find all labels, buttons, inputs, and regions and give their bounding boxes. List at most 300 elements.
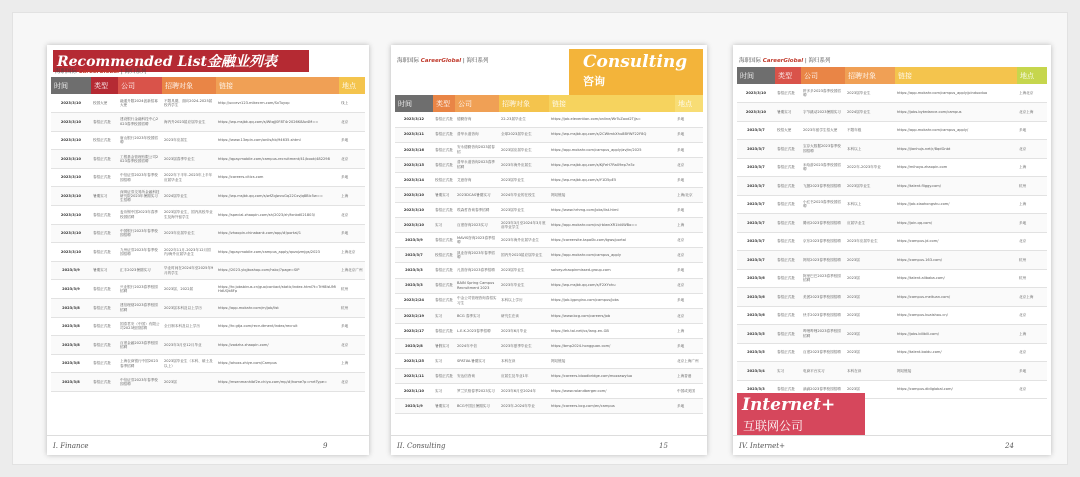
col-location: 地点 xyxy=(1017,67,1047,84)
cell-type: 春招正式批 xyxy=(433,323,455,338)
finance-brandline: 海职国际 CareerGlobal | 海归系列 xyxy=(55,69,147,75)
cell-target: 2022年下半年-2023年上半年应届毕业生 xyxy=(162,168,216,187)
cell-time: 2023/1/25 xyxy=(395,354,433,369)
cell-time: 2023/3/7 xyxy=(737,195,775,214)
table-row xyxy=(51,336,365,355)
cell-target: 2023年6月毕业 xyxy=(499,323,549,338)
cell-type: 校招正式批 xyxy=(91,131,118,150)
cell-company: 阿里巴巴2023春季校园招聘 xyxy=(801,269,845,288)
cell-target: 2023年6月至2024年 xyxy=(499,384,549,399)
cell-link[interactable]: https://www.hrhmg.com/jobs/list.html xyxy=(549,203,675,218)
col-time: 时间 xyxy=(51,77,91,94)
cell-target: 2022年11月-2023年12月国内/海外应届毕业生 xyxy=(162,243,216,262)
cell-time: 2023/3/9 xyxy=(51,280,91,299)
table-row xyxy=(395,399,703,414)
cell-company: 京东2023春季校园招聘 xyxy=(801,232,845,251)
cell-time: 2023/3/15 xyxy=(395,157,433,172)
cell-location: 杭州 xyxy=(339,299,365,318)
cell-company: 快手2023春季校园招聘 xyxy=(801,306,845,325)
cell-link[interactable]: https://www.rolandberger.com/ xyxy=(549,384,675,399)
cell-target: 2023届 xyxy=(845,380,895,399)
cell-location: 多地 xyxy=(339,168,365,187)
cell-time: 2023/3/10 xyxy=(395,203,433,218)
internet-footer xyxy=(733,435,1051,455)
cell-time: 2023/3/8 xyxy=(51,354,91,373)
cell-link[interactable]: https://bmp2024.hongguan.com/ xyxy=(549,338,675,353)
cell-time: 2023/3/4 xyxy=(737,362,775,381)
cell-target: 本科以上 xyxy=(845,140,895,159)
cell-link[interactable]: https://qpay.mobile.com/campus-recruitment/41/book/482298 xyxy=(216,150,339,169)
document-spread xyxy=(12,12,1068,465)
col-link: 链接 xyxy=(895,67,1017,84)
cell-company: L.E.K.2023春季招聘 xyxy=(455,323,499,338)
table-row xyxy=(51,224,365,243)
cell-type: 春招正式批 xyxy=(433,157,455,172)
cell-target: 2023届 xyxy=(162,373,216,392)
cell-time: 2023/3/10 xyxy=(737,84,775,103)
cell-link[interactable]: https://zodzhz.zhaopin.com/ xyxy=(216,336,339,355)
cell-link[interactable]: https://qpay.mobile.com/campus_apply/qxzxjzmjgs/2023 xyxy=(216,243,339,262)
cell-company: 兴业银行2023春季校园招聘 xyxy=(118,280,162,299)
cell-target: 2023年应届毕业生 xyxy=(162,224,216,243)
table-row xyxy=(737,103,1047,122)
table-row xyxy=(737,177,1047,196)
cell-link[interactable]: solvey.zhaopinmissed-group.com xyxy=(549,263,675,278)
cell-company: 哔哩哔哩2023春季校园招聘 xyxy=(801,325,845,344)
cell-target: 2023年3月至12月毕业 xyxy=(162,336,216,355)
consulting-table xyxy=(395,95,703,414)
cell-type: 实习 xyxy=(433,308,455,323)
cell-target: 2023届毕业生 xyxy=(845,177,895,196)
cell-link[interactable]: https://app.mokahr.com/campus_apply/pinduoduo xyxy=(895,84,1017,103)
cell-location: 多地 xyxy=(675,127,703,142)
table-row xyxy=(395,142,703,157)
cell-time: 2023/3/8 xyxy=(51,336,91,355)
cell-company: 德勤咨询 xyxy=(455,112,499,127)
cell-time: 2023/3/5 xyxy=(737,325,775,344)
cell-target: 国内外2023届应届毕业生 xyxy=(499,248,549,263)
cell-company: 中信证券2023年春季校园招聘 xyxy=(118,168,162,187)
cell-company: 工银基金管理有限公司2023春季校园招聘 xyxy=(118,150,162,169)
cell-company: 普华永道咨询2023春季招聘 xyxy=(455,157,499,172)
section-label: I. Finance xyxy=(53,442,89,450)
cell-link[interactable]: https://join.qq.com/ xyxy=(895,214,1017,233)
cell-location: 北京上海 xyxy=(1017,288,1047,307)
finance-title: Recommended List金融业列表 xyxy=(57,54,277,70)
cell-time: 2023/3/5 xyxy=(737,343,775,362)
cell-company: BCG中国区暑期实习 xyxy=(455,399,499,414)
cell-link[interactable]: https://wp.msjbk.qq.com/s/F2XYxhu xyxy=(549,278,675,293)
cell-link[interactable]: https://hr.gtja.com/recruitment/index/recruit xyxy=(216,317,339,336)
cell-link[interactable]: https://job.xiaohongshu.com/ xyxy=(895,195,1017,214)
cell-time: 2023/3/10 xyxy=(51,168,91,187)
cell-type: 春招正式批 xyxy=(775,251,801,270)
cell-company: BAIN Spring Campus Recruitment 2023 xyxy=(455,278,499,293)
cell-type: 春招正式批 xyxy=(91,373,118,392)
cell-location: 多地 xyxy=(339,317,365,336)
table-row xyxy=(395,323,703,338)
cell-target: 2023届春季毕业生 xyxy=(162,150,216,169)
cell-link[interactable]: https://app.mokahr.com/campus_apply/ xyxy=(895,121,1017,140)
cell-location: 北京 xyxy=(1017,343,1047,362)
table-row xyxy=(737,214,1047,233)
cell-company: 埃森哲咨询春季招聘 xyxy=(455,203,499,218)
cell-type: 暑假实习 xyxy=(433,338,455,353)
cell-link[interactable]: https://msenmanhibf2e.chiyo.com/mp/#/home?p=mrtType= xyxy=(216,373,339,392)
consulting-subtitle: 咨询 xyxy=(583,75,605,88)
cell-target: 2023届 xyxy=(845,306,895,325)
internet-banner xyxy=(737,393,865,435)
cell-company: 国泰君安（中国）有限公司2023校园招聘 xyxy=(118,317,162,336)
cell-target: 2023届 xyxy=(845,269,895,288)
cell-time: 2023/2/8 xyxy=(395,338,433,353)
cell-type: 校招正式批 xyxy=(433,248,455,263)
table-row xyxy=(51,261,365,280)
cell-link[interactable]: https://wp.msjbk.qq.com/s/2CWtmkXhu8BYWF22F8Q xyxy=(549,127,675,142)
cell-time: 2023/2/17 xyxy=(395,323,433,338)
cell-type: 校招正式批 xyxy=(433,172,455,187)
page-number: 9 xyxy=(323,442,328,450)
table-row xyxy=(395,233,703,248)
cell-type: 春招正式批 xyxy=(91,354,118,373)
col-link: 链接 xyxy=(216,77,339,94)
table-row xyxy=(51,317,365,336)
cell-link[interactable]: https://app.mokahr.com/campus_apply/avjtn/2025 xyxy=(549,142,675,157)
cell-location: 线上 xyxy=(339,94,365,113)
page-consulting xyxy=(391,45,707,455)
cell-link[interactable]: 网站链接 xyxy=(549,187,675,202)
cell-company: SPATIAL暑期实习 xyxy=(455,354,499,369)
cell-time: 2023/3/8 xyxy=(51,317,91,336)
cell-time: 2023/3/10 xyxy=(51,206,91,225)
cell-location: 杭州 xyxy=(339,280,365,299)
cell-location: 北京 xyxy=(339,113,365,132)
cell-link[interactable]: 网站链接 xyxy=(549,354,675,369)
cell-company: BCG 春季实习 xyxy=(455,308,499,323)
cell-location: 北京 xyxy=(675,157,703,172)
cell-link[interactable]: https://campus.didiglobal.com/ xyxy=(895,380,1017,399)
cell-location: 多地 xyxy=(675,263,703,278)
cell-link[interactable]: https://campus.163.com/ xyxy=(895,251,1017,270)
cell-time: 2023/3/11 xyxy=(395,127,433,142)
cell-target: 应届毕业生 xyxy=(845,214,895,233)
cell-type: 春招正式批 xyxy=(775,214,801,233)
cell-target: 全球2023届毕业生 xyxy=(499,127,549,142)
page-finance xyxy=(47,45,369,455)
cell-time: 2023/3/7 xyxy=(737,251,775,270)
cell-time: 2023/3/10 xyxy=(51,243,91,262)
cell-target: 本科以上 xyxy=(845,195,895,214)
table-row xyxy=(737,232,1047,251)
cell-time: 2023/3/10 xyxy=(395,218,433,233)
table-row xyxy=(395,308,703,323)
table-row xyxy=(395,127,703,142)
cell-time: 2023/3/10 xyxy=(51,113,91,132)
cell-time: 2023/3/8 xyxy=(51,299,91,318)
cell-link[interactable]: https://careers.bloodbridge.com/mozzawyluo xyxy=(549,369,675,384)
cell-company: 中金公司管理咨询春招实习生 xyxy=(455,293,499,308)
cell-link[interactable]: https://hr.jobsbinus.cn/guo/contact/static/index.html?t=TrH8lsUMiHdUQk8Fp xyxy=(216,280,339,299)
cell-target: 本科以上学历 xyxy=(499,293,549,308)
cell-location: 上海 xyxy=(675,218,703,233)
cell-location: 多地 xyxy=(675,338,703,353)
cell-type: 春招正式批 xyxy=(433,369,455,384)
cell-location: 上海北京 xyxy=(339,243,365,262)
cell-company: 2024年中信 xyxy=(455,338,499,353)
cell-time: 2023/3/10 xyxy=(51,94,91,113)
cell-link[interactable]: https://job.elevention.com/online/WrTuZoxd2Tjjs= xyxy=(549,112,675,127)
cell-time: 2023/1/9 xyxy=(395,399,433,414)
cell-time: 2023/3/3 xyxy=(395,278,433,293)
internet-brandline: 海职国际 CareerGlobal | 海归系列 xyxy=(739,58,831,64)
cell-type: 春招正式批 xyxy=(433,293,455,308)
cell-link[interactable]: https://lek.tal.net/vx/lang-en-GB xyxy=(549,323,675,338)
cell-link[interactable]: https://www.bcg.com/careers/job xyxy=(549,308,675,323)
cell-target: 2024届毕业生 xyxy=(162,187,216,206)
cell-time: 2023/3/7 xyxy=(737,232,775,251)
table-row xyxy=(51,150,365,169)
cell-link[interactable]: https://www.13epin.com/onlis/kb/94635.shtml xyxy=(216,131,339,150)
cell-type: 春招正式批 xyxy=(775,380,801,399)
cell-time: 2023/3/7 xyxy=(737,121,775,140)
cell-company: 百度咨询2023实习 xyxy=(455,218,499,233)
cell-location: 北京上海 xyxy=(1017,103,1047,122)
cell-link[interactable]: https://campus.meituan.com/ xyxy=(895,288,1017,307)
cell-type: 暑期实习 xyxy=(91,187,118,206)
table-row xyxy=(51,131,365,150)
cell-time: 2023/3/6 xyxy=(737,288,775,307)
col-type: 类型 xyxy=(91,77,118,94)
cell-link[interactable]: https://app.mokahr.com/m/job/list xyxy=(216,299,339,318)
cell-type: 春招正式批 xyxy=(91,113,118,132)
cell-target: 2023届毕业生 xyxy=(499,172,549,187)
cell-target: 2023年应届生 xyxy=(162,131,216,150)
cell-time: 2023/3/7 xyxy=(737,140,775,159)
cell-time: 2023/3/9 xyxy=(395,233,433,248)
cell-company: 九州证券2023年春季校园招聘 xyxy=(118,243,162,262)
table-row xyxy=(737,195,1047,214)
cell-link[interactable]: https://app.mokahr.com/cs/rblwnXR1Id4WBo== xyxy=(549,218,675,233)
cell-company: 2023年留学生招大使 xyxy=(801,121,845,140)
cell-location: 杭州 xyxy=(1017,251,1047,270)
cell-target: 应届生及毕业1年 xyxy=(499,369,549,384)
table-row xyxy=(395,172,703,187)
table-row xyxy=(395,278,703,293)
cell-location: 北京 xyxy=(675,248,703,263)
cell-company: 2023DCAS暑期实习 xyxy=(455,187,499,202)
cell-target: 2023届毕业生 xyxy=(499,203,549,218)
cell-link[interactable]: 网站链接 xyxy=(895,362,1017,381)
cell-type: 春招正式批 xyxy=(91,243,118,262)
cell-company: 建信理财2023春季校园招聘 xyxy=(118,299,162,318)
cell-location: 上海 xyxy=(339,187,365,206)
cell-time: 2023/3/10 xyxy=(51,131,91,150)
cell-company: 融通升限2024创新招募大使 xyxy=(118,94,162,113)
cell-target: 2023年海外应届毕业生 xyxy=(499,233,549,248)
cell-type: 实习 xyxy=(433,218,455,233)
cell-location: 杭州 xyxy=(1017,269,1047,288)
cell-link[interactable]: https://careers.bcg.com/en/campus xyxy=(549,399,675,414)
cell-link[interactable]: https://wp.msjbk.qq.com/s/WtqjJ0F8T4r2026K8Av4M== xyxy=(216,113,339,132)
cell-time: 2023/3/16 xyxy=(395,142,433,157)
cell-target: 2023届毕业生 xyxy=(499,263,549,278)
cell-type: 暑期实习 xyxy=(91,261,118,280)
cell-link[interactable]: https://careers.citics.com xyxy=(216,168,339,187)
cell-location: 上海北京广州 xyxy=(339,261,365,280)
col-target: 招聘对象 xyxy=(162,77,216,94)
cell-location: 多地 xyxy=(675,112,703,127)
cell-link[interactable]: https://jobs.bytedance.com/campus xyxy=(895,103,1017,122)
table-header-row xyxy=(737,67,1047,84)
table-row xyxy=(51,187,365,206)
table-row xyxy=(395,112,703,127)
cell-location: 北京 xyxy=(339,150,365,169)
table-row xyxy=(51,280,365,299)
cell-company: 中国银行2023年春季校园招聘 xyxy=(118,224,162,243)
cell-company: 百度2023春季校园招聘 xyxy=(801,343,845,362)
col-time: 时间 xyxy=(737,67,775,84)
cell-company: 普华永道咨询 xyxy=(455,127,499,142)
cell-link[interactable]: https://campus.kuaishou.cn/ xyxy=(895,306,1017,325)
cell-link[interactable]: https://wp.msjbk.qq.com/s/wfZqJwvuGq22CxvJq8Blc5w== xyxy=(216,187,339,206)
page-internet xyxy=(733,45,1051,455)
table-row xyxy=(737,269,1047,288)
cell-location: 北京 xyxy=(339,206,365,225)
cell-type: 暑期实习 xyxy=(433,399,455,414)
col-link: 链接 xyxy=(549,95,675,112)
cell-time: 2023/3/6 xyxy=(737,306,775,325)
table-row xyxy=(51,94,365,113)
cell-time: 2023/3/8 xyxy=(51,373,91,392)
cell-link[interactable]: https://talent.fliggy.com/ xyxy=(895,177,1017,196)
table-row xyxy=(737,84,1047,103)
cell-time: 2023/3/10 xyxy=(395,187,433,202)
cell-location: 多地 xyxy=(675,203,703,218)
cell-type: 春招正式批 xyxy=(91,317,118,336)
cell-link[interactable]: https://talent.baidu.com/ xyxy=(895,343,1017,362)
cell-type: 实习 xyxy=(775,362,801,381)
cell-location: 多地 xyxy=(339,224,365,243)
cell-link[interactable]: https://2023.ylqjkoshop.com/hsbc/?page=SIP xyxy=(216,261,339,280)
cell-target: 2023年-2024年毕业 xyxy=(499,399,549,414)
cell-company: 凡普咨询2023春季招聘 xyxy=(455,263,499,278)
cell-target: 研究生在读 xyxy=(499,308,549,323)
internet-table xyxy=(737,67,1047,399)
table-row xyxy=(395,338,703,353)
table-row xyxy=(51,168,365,187)
cell-link[interactable]: https://wp.msjbk.qq.com/s/KjFeH7Ra09ep7e3c xyxy=(549,157,675,172)
cell-company: 唐山银行2023年校园招聘 xyxy=(118,131,162,150)
cell-target: 2023年3月至2024年3月底前毕业学生 xyxy=(499,218,549,233)
cell-target: 2023届应届毕业生 xyxy=(499,142,549,157)
cell-link[interactable]: https://special.zhaopin.com/sh/2023/zh/fxnbd021803/ xyxy=(216,206,339,225)
table-row xyxy=(395,369,703,384)
finance-footer xyxy=(47,435,369,455)
cell-type: 春招正式批 xyxy=(775,232,801,251)
cell-location: 上海北京 xyxy=(1017,84,1047,103)
cell-type: 春招正式批 xyxy=(433,112,455,127)
col-company: 公司 xyxy=(455,95,499,112)
cell-link[interactable]: https://zhaopin.chinabank.com/app/#/portal/1 xyxy=(216,224,339,243)
cell-location: 杭州 xyxy=(1017,177,1047,196)
cell-location: 上海 xyxy=(1017,158,1047,177)
internet-title: Internet+ xyxy=(742,395,836,415)
cell-time: 2023/3/10 xyxy=(737,103,775,122)
cell-type: 春招正式批 xyxy=(775,269,801,288)
table-row xyxy=(395,218,703,233)
cell-link[interactable]: https://mihoyo.zhaopin.com xyxy=(895,158,1017,177)
consulting-banner xyxy=(569,49,703,95)
cell-company: 艾意咨询 xyxy=(455,172,499,187)
cell-type: 春招正式批 xyxy=(775,195,801,214)
cell-location: 北京 xyxy=(675,233,703,248)
cell-target: 本科在读 xyxy=(845,362,895,381)
cell-type: 春招正式批 xyxy=(433,142,455,157)
table-row xyxy=(395,187,703,202)
cell-time: 2023/2/24 xyxy=(395,293,433,308)
cell-type: 春招正式批 xyxy=(91,224,118,243)
cell-link[interactable]: https://app.mokahr.com/campus_apply xyxy=(549,248,675,263)
cell-location: 北京 xyxy=(1017,232,1047,251)
cell-time: 2023/3/10 xyxy=(51,187,91,206)
cell-link[interactable]: https://ohoxs.zhiye.com/Campus xyxy=(216,354,339,373)
cell-type: 校园大使 xyxy=(91,94,118,113)
cell-company: 拼多多2023春季校园招聘 xyxy=(801,84,845,103)
col-time: 时间 xyxy=(395,95,433,112)
cell-company: 字节跳动2023暑期实习 xyxy=(801,103,845,122)
cell-link[interactable]: https://campus.jd.com/ xyxy=(895,232,1017,251)
cell-time: 2023/3/10 xyxy=(51,224,91,243)
cell-link[interactable]: https://job.lgpnginx.com/campus/jobs xyxy=(549,293,675,308)
cell-time: 2023/3/3 xyxy=(737,380,775,399)
table-header-row xyxy=(395,95,703,112)
cell-target: 2023届本科及以上学历 xyxy=(162,299,216,318)
cell-type: 春招正式批 xyxy=(433,127,455,142)
cell-time: 2023/3/6 xyxy=(737,269,775,288)
cell-target: 2023届毕业生，国内高校毕业生及海外留学生 xyxy=(162,206,216,225)
cell-company: 飞猪2023春季校园招聘 xyxy=(801,177,845,196)
col-target: 招聘对象 xyxy=(499,95,549,112)
cell-link[interactable]: https://jobs.bilibili.com/ xyxy=(895,325,1017,344)
cell-target: 毕业时间在2024年至2025年9月的学生 xyxy=(162,261,216,280)
cell-target: 2023届 xyxy=(845,288,895,307)
cell-link[interactable]: https://talent.alibaba.com/ xyxy=(895,269,1017,288)
cell-type: 春招正式批 xyxy=(91,280,118,299)
table-row xyxy=(737,325,1047,344)
cell-time: 2023/3/14 xyxy=(395,172,433,187)
table-row xyxy=(51,243,365,262)
cell-company: 上海农商银行中国2023春季招聘 xyxy=(118,354,162,373)
cell-link[interactable]: http://uccevr123.mikecrm.com/SxTuyxp xyxy=(216,94,339,113)
cell-type: 春招正式批 xyxy=(433,263,455,278)
cell-company: 腾讯2023春季校园招聘 xyxy=(801,214,845,233)
cell-link[interactable]: https://wp.msjbk.qq.com/s/Y1D5pE5 xyxy=(549,172,675,187)
cell-type: 春招正式批 xyxy=(775,140,801,159)
cell-link[interactable]: https://careersite.tapa0b.com/tgws/portal xyxy=(549,233,675,248)
cell-company: 安达信咨询 xyxy=(455,369,499,384)
cell-type: 春招正式批 xyxy=(91,299,118,318)
table-row xyxy=(51,354,365,373)
cell-location: 北京 xyxy=(675,308,703,323)
cell-location: 多地 xyxy=(339,131,365,150)
cell-type: 春招正式批 xyxy=(775,343,801,362)
col-type: 类型 xyxy=(775,67,801,84)
col-target: 招聘对象 xyxy=(845,67,895,84)
cell-target: 本科在读 xyxy=(499,354,549,369)
cell-time: 2023/3/3 xyxy=(395,263,433,278)
cell-type: 实习 xyxy=(433,354,455,369)
cell-link[interactable]: https://jianhujs.net/r/8qdGnbt xyxy=(895,140,1017,159)
